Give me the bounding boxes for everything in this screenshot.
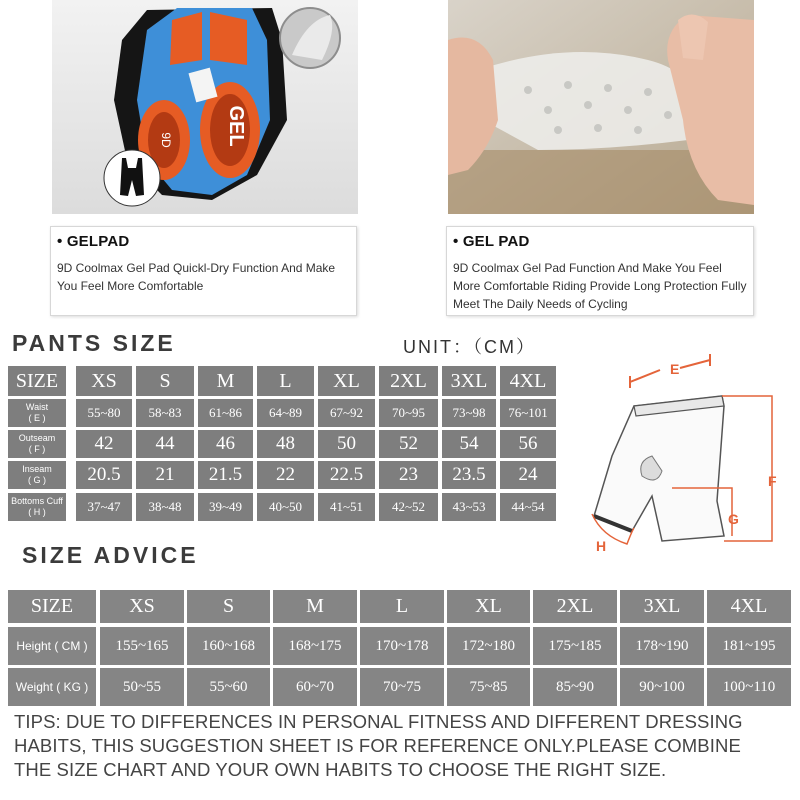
label-f: F xyxy=(768,473,777,489)
advice-value-cell: 170~178 xyxy=(360,627,444,665)
pants-row-label-name: Outseam xyxy=(18,433,56,443)
pants-size-title: PANTS SIZE xyxy=(12,330,176,356)
advice-value-cell: 90~100 xyxy=(620,668,704,706)
caption-title-right: • GEL PAD xyxy=(453,233,530,250)
pants-row-label-name: Waist xyxy=(25,402,49,412)
pants-header-col: S xyxy=(136,366,194,396)
advice-value-cell: 70~75 xyxy=(360,668,444,706)
advice-value-cell: 85~90 xyxy=(533,668,617,706)
pants-value-cell: 22 xyxy=(257,461,314,489)
pants-header-size: SIZE xyxy=(8,366,66,396)
advice-row-label: Height ( CM ) xyxy=(8,627,96,665)
pants-value-cell: 23.5 xyxy=(442,461,496,489)
pants-row-label-code: ( H ) xyxy=(28,507,46,517)
pants-value-cell: 37~47 xyxy=(76,493,132,521)
label-h: H xyxy=(596,538,607,554)
advice-value-cell: 50~55 xyxy=(100,668,184,706)
caption-right-line2: More Comfortable Riding Provide Long Protection Fully xyxy=(453,279,747,293)
pants-value-cell: 70~95 xyxy=(379,399,438,427)
pants-value-cell: 64~89 xyxy=(257,399,314,427)
label-e: E xyxy=(670,361,680,377)
pants-row-label xyxy=(8,430,66,458)
advice-row-label: Weight ( KG ) xyxy=(8,668,96,706)
gel-stretch-photo-right xyxy=(448,0,754,214)
pants-header-col: XS xyxy=(76,366,132,396)
pants-value-cell: 21 xyxy=(136,461,194,489)
caption-right-line3: Meet The Daily Needs of Cycling xyxy=(453,297,628,311)
pants-value-cell: 56 xyxy=(500,430,556,458)
pants-value-cell: 48 xyxy=(257,430,314,458)
advice-value-cell: 160~168 xyxy=(187,627,270,665)
advice-header-col: L xyxy=(360,590,444,623)
pants-value-cell: 40~50 xyxy=(257,493,314,521)
advice-header-col: S xyxy=(187,590,270,623)
pants-value-cell: 43~53 xyxy=(442,493,496,521)
advice-value-cell: 168~175 xyxy=(273,627,357,665)
tips-line3: THE SIZE CHART AND YOUR OWN HABITS TO CHOOSE THE RIGHT SIZE. xyxy=(14,759,667,780)
size-advice-title: SIZE ADVICE xyxy=(22,542,199,568)
caption-right-line1: 9D Coolmax Gel Pad Function And Make You Feel xyxy=(453,261,722,275)
pants-value-cell: 55~80 xyxy=(76,399,132,427)
pants-row-label-code: ( G ) xyxy=(28,475,46,485)
pants-row-label xyxy=(8,493,66,521)
pants-value-cell: 44~54 xyxy=(500,493,556,521)
pants-header-col: M xyxy=(198,366,253,396)
pants-value-cell: 50 xyxy=(318,430,375,458)
advice-value-cell: 60~70 xyxy=(273,668,357,706)
pants-row-label-code: ( E ) xyxy=(28,413,46,423)
caption-text-left xyxy=(57,259,350,295)
pants-value-cell: 61~86 xyxy=(198,399,253,427)
caption-text-right xyxy=(453,259,747,313)
pants-row-label xyxy=(8,461,66,489)
pants-value-cell: 52 xyxy=(379,430,438,458)
shorts-measurement-diagram xyxy=(572,346,800,566)
gelpad-caption-right xyxy=(446,226,754,316)
pants-value-cell: 54 xyxy=(442,430,496,458)
pants-value-cell: 21.5 xyxy=(198,461,253,489)
advice-value-cell: 55~60 xyxy=(187,668,270,706)
pants-value-cell: 44 xyxy=(136,430,194,458)
pants-row-label-name: Bottoms Cuff xyxy=(11,496,63,506)
pants-header-col: 4XL xyxy=(500,366,556,396)
advice-value-cell: 181~195 xyxy=(707,627,791,665)
pants-value-cell: 73~98 xyxy=(442,399,496,427)
caption-left-line2: You Feel More Comfortable xyxy=(57,279,204,293)
pants-value-cell: 24 xyxy=(500,461,556,489)
advice-value-cell: 178~190 xyxy=(620,627,704,665)
pants-value-cell: 42 xyxy=(76,430,132,458)
pants-header-col: 2XL xyxy=(379,366,438,396)
tips-text xyxy=(14,710,794,782)
pants-value-cell: 58~83 xyxy=(136,399,194,427)
pants-value-cell: 42~52 xyxy=(379,493,438,521)
pants-value-cell: 41~51 xyxy=(318,493,375,521)
pants-header-col: 3XL xyxy=(442,366,496,396)
advice-header-size: SIZE xyxy=(8,590,96,623)
tips-line1: TIPS: DUE TO DIFFERENCES IN PERSONAL FITNESS AND DIFFERENT DRESSING xyxy=(14,711,743,732)
advice-value-cell: 100~110 xyxy=(707,668,791,706)
advice-value-cell: 75~85 xyxy=(447,668,530,706)
pants-row-label xyxy=(8,399,66,427)
pants-value-cell: 76~101 xyxy=(500,399,556,427)
advice-value-cell: 155~165 xyxy=(100,627,184,665)
pants-value-cell: 46 xyxy=(198,430,253,458)
pants-header-col: XL xyxy=(318,366,375,396)
advice-value-cell: 175~185 xyxy=(533,627,617,665)
gel-stretch-illustration xyxy=(448,0,754,214)
pants-header-col: L xyxy=(257,366,314,396)
advice-header-col: XL xyxy=(447,590,530,623)
pants-value-cell: 23 xyxy=(379,461,438,489)
caption-left-line1: 9D Coolmax Gel Pad Quickl-Dry Function And Make xyxy=(57,261,336,275)
advice-header-col: XS xyxy=(100,590,184,623)
unit-label: UNIT：（CM） xyxy=(403,337,536,357)
label-g: G xyxy=(728,511,739,527)
gel-pad-photo-left xyxy=(52,0,358,214)
pad-9d-text: 9D xyxy=(159,132,173,148)
pad-gel-text: GEL xyxy=(225,105,247,147)
shorts-outline-svg xyxy=(572,346,800,566)
pants-row-label-name: Inseam xyxy=(22,464,52,474)
advice-header-col: 3XL xyxy=(620,590,704,623)
advice-header-col: 4XL xyxy=(707,590,791,623)
advice-header-col: 2XL xyxy=(533,590,617,623)
pants-value-cell: 38~48 xyxy=(136,493,194,521)
pants-value-cell: 39~49 xyxy=(198,493,253,521)
pants-row-label-code: ( F ) xyxy=(28,444,46,454)
pants-value-cell: 67~92 xyxy=(318,399,375,427)
pants-value-cell: 22.5 xyxy=(318,461,375,489)
gelpad-caption-left xyxy=(50,226,357,316)
advice-value-cell: 172~180 xyxy=(447,627,530,665)
gel-pad-illustration xyxy=(52,0,358,214)
tips-line2: HABITS, THIS SUGGESTION SHEET IS FOR REFERENCE ONLY.PLEASE COMBINE xyxy=(14,735,741,756)
caption-title-left: • GELPAD xyxy=(57,233,130,250)
pants-value-cell: 20.5 xyxy=(76,461,132,489)
advice-header-col: M xyxy=(273,590,357,623)
